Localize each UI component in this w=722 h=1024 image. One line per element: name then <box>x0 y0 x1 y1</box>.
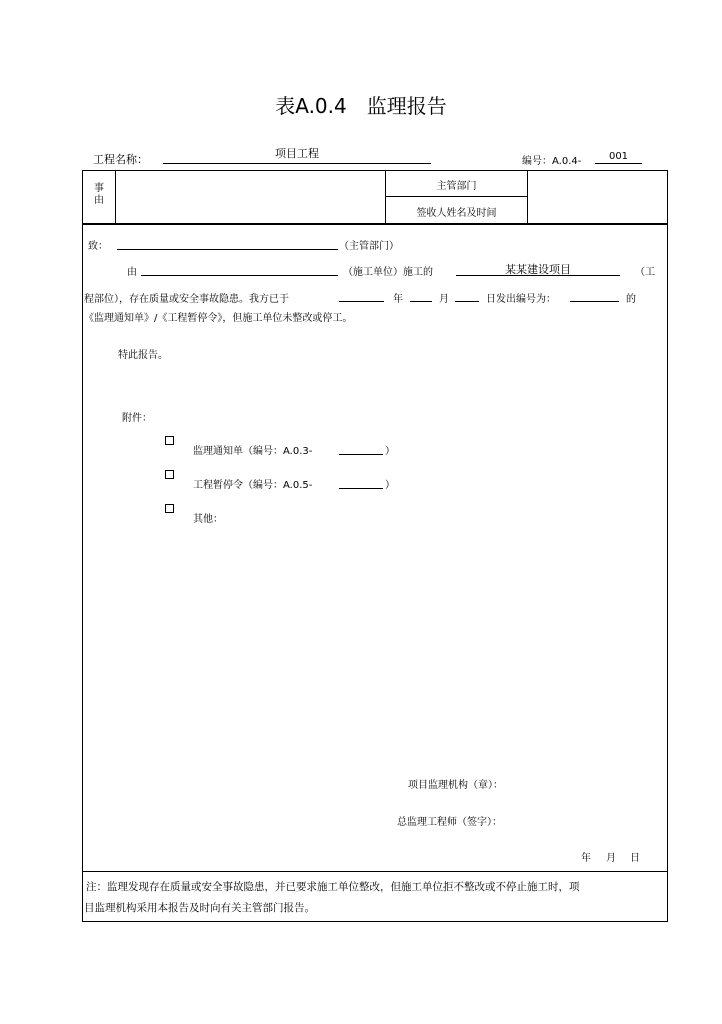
gong-text: （工 <box>635 267 655 278</box>
number-label: 编号：A.0.4- <box>522 156 582 167</box>
matter-field[interactable] <box>117 172 383 222</box>
attach-notice-close: ） <box>385 446 395 457</box>
header-mid-line <box>385 196 527 197</box>
project-name-label: 工程名称： <box>93 153 148 166</box>
line2-text: 程部位），存在质量或安全事故隐患。我方已于 <box>84 294 289 305</box>
unit-suffix: （施工单位）施工的 <box>343 267 433 278</box>
de-text: 的 <box>626 294 636 305</box>
sign-label: 签收人姓名及时间 <box>416 208 497 219</box>
page-title: 表A.0.4 监理报告 <box>275 94 447 118</box>
attach-notice-text: 监理通知单（编号：A.0.3- <box>193 446 313 457</box>
note-line-1: 注：监理发现存在质量或安全事故隐患，并已要求施工单位整改，但施工单位拒不整改或不停止施工时，项 <box>86 881 580 893</box>
number-value[interactable]: 001 <box>608 151 629 162</box>
dept-sign-field[interactable] <box>529 172 666 222</box>
day-underline[interactable] <box>455 301 479 302</box>
attach-label: 附件： <box>122 413 152 424</box>
to-underline[interactable] <box>117 249 338 250</box>
attach-stop-close: ） <box>385 480 395 491</box>
to-label: 致： <box>88 241 108 252</box>
project-name-underline <box>163 163 431 164</box>
by-label: 由 <box>127 267 137 278</box>
dept-label: 主管部门 <box>436 181 477 192</box>
report-text: 特此报告。 <box>118 350 168 361</box>
attach-other-text: 其他： <box>193 514 223 525</box>
month-text: 月 <box>439 294 449 305</box>
number-underline <box>595 163 642 164</box>
year-underline[interactable] <box>339 301 384 302</box>
day-issued-text: 日发出编号为： <box>486 294 556 305</box>
project-name-field[interactable]: 某某建设项目 <box>505 263 571 276</box>
checkbox-other[interactable] <box>165 504 174 513</box>
header-divider-3 <box>527 170 528 224</box>
line3-text: 《监理通知单》/《工程暂停令》，但施工单位未整改或停工。 <box>84 313 353 324</box>
notice-number-underline[interactable] <box>339 454 383 455</box>
attach-stop-text: 工程暂停令（编号：A.0.5- <box>193 480 313 491</box>
to-suffix: （主管部门） <box>339 241 399 252</box>
note-line-2: 目监理机构采用本报告及时向有关主管部门报告。 <box>84 902 315 914</box>
org-seal-label: 项目监理机构（章）： <box>408 780 503 791</box>
checkbox-stop-order[interactable] <box>165 470 174 479</box>
year-text: 年 <box>393 294 403 305</box>
project-name-value[interactable]: 项目工程 <box>275 147 319 160</box>
stop-number-underline[interactable] <box>339 488 383 489</box>
date-day: 日 <box>630 853 640 864</box>
matter-label: 事 由 <box>94 183 104 206</box>
date-year: 年 <box>581 853 591 864</box>
checkbox-notice[interactable] <box>165 436 174 445</box>
header-divider-1 <box>115 170 116 224</box>
unit-underline[interactable] <box>141 275 338 276</box>
date-month: 月 <box>606 853 616 864</box>
issued-number-underline[interactable] <box>570 301 619 302</box>
chief-sign-label: 总监理工程师（签字）： <box>397 817 502 828</box>
month-underline[interactable] <box>410 301 432 302</box>
